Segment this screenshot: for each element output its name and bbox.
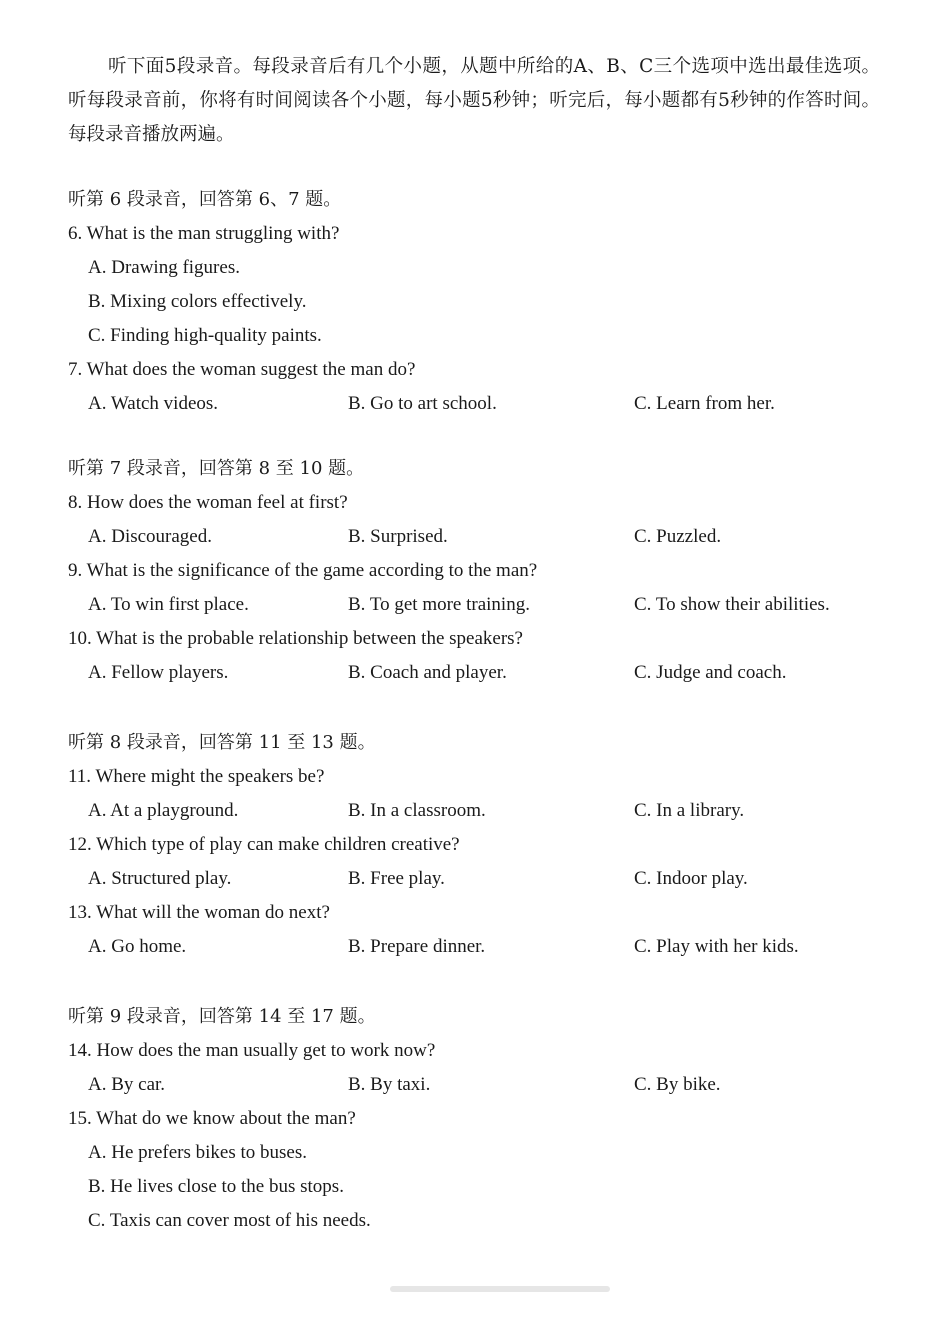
- section-6: [68, 183, 898, 421]
- option-14b: B. By taxi.: [348, 1074, 431, 1095]
- option-11a: A. At a playground.: [88, 800, 239, 821]
- option-6a: A. Drawing figures.: [88, 257, 240, 278]
- question-10: 10. What is the probable relationship between the speakers?: [68, 628, 523, 649]
- question-7: 7. What does the woman suggest the man do?: [68, 359, 416, 380]
- option-10c: C. Judge and coach.: [634, 662, 787, 683]
- option-7c: C. Learn from her.: [634, 393, 775, 414]
- question-15: 15. What do we know about the man?: [68, 1108, 356, 1129]
- options-7: [68, 387, 898, 421]
- option-10a: A. Fellow players.: [88, 662, 229, 683]
- options-8: [68, 520, 898, 554]
- option-12a: A. Structured play.: [88, 868, 232, 889]
- option-7a: A. Watch videos.: [88, 393, 219, 414]
- option-15c: C. Taxis can cover most of his needs.: [88, 1210, 371, 1231]
- question-6: 6. What is the man struggling with?: [68, 223, 340, 244]
- option-6b: B. Mixing colors effectively.: [88, 291, 307, 312]
- section-heading: 听第 8 段录音，回答第 11 至 13 题。: [68, 732, 376, 753]
- option-13b: B. Prepare dinner.: [348, 936, 486, 957]
- options-9: [68, 588, 898, 622]
- options-11: [68, 794, 898, 828]
- option-6c: C. Finding high-quality paints.: [88, 325, 322, 346]
- question-14: 14. How does the man usually get to work now?: [68, 1040, 436, 1061]
- option-9c: C. To show their abilities.: [634, 594, 830, 615]
- question-12: 12. Which type of play can make children creative?: [68, 834, 460, 855]
- options-14: [68, 1068, 898, 1102]
- question-13: 13. What will the woman do next?: [68, 902, 330, 923]
- option-12c: C. Indoor play.: [634, 868, 748, 889]
- option-7b: B. Go to art school.: [348, 393, 497, 414]
- option-13a: A. Go home.: [88, 936, 187, 957]
- page-footer-smudge: [390, 1286, 610, 1292]
- section-8: [68, 726, 898, 964]
- option-9b: B. To get more training.: [348, 594, 530, 615]
- option-10b: B. Coach and player.: [348, 662, 507, 683]
- question-9: 9. What is the significance of the game according to the man?: [68, 560, 538, 581]
- options-12: [68, 862, 898, 896]
- option-12b: B. Free play.: [348, 868, 445, 889]
- listening-instructions: 听下面5段录音。每段录音后有几个小题，从题中所给的A、B、C三个选项中选出最佳选项。听每段录音前，你将有时间阅读各个小题，每小题5秒钟；听完后，每小题都有5秒钟的作答时间。每段录音播放两遍。: [68, 56, 880, 145]
- section-heading: 听第 7 段录音，回答第 8 至 10 题。: [68, 458, 365, 479]
- option-11c: C. In a library.: [634, 800, 745, 821]
- section-heading: 听第 6 段录音，回答第 6、7 题。: [68, 189, 342, 210]
- option-13c: C. Play with her kids.: [634, 936, 799, 957]
- option-8a: A. Discouraged.: [88, 526, 212, 547]
- option-15b: B. He lives close to the bus stops.: [88, 1176, 344, 1197]
- section-9: [68, 1000, 898, 1238]
- section-7: [68, 452, 898, 690]
- option-14c: C. By bike.: [634, 1074, 721, 1095]
- option-9a: A. To win first place.: [88, 594, 249, 615]
- option-15a: A. He prefers bikes to buses.: [88, 1142, 307, 1163]
- question-8: 8. How does the woman feel at first?: [68, 492, 348, 513]
- question-11: 11. Where might the speakers be?: [68, 766, 325, 787]
- option-11b: B. In a classroom.: [348, 800, 486, 821]
- option-14a: A. By car.: [88, 1074, 166, 1095]
- options-10: [68, 656, 898, 690]
- option-8b: B. Surprised.: [348, 526, 448, 547]
- options-13: [68, 930, 898, 964]
- option-8c: C. Puzzled.: [634, 526, 722, 547]
- section-heading: 听第 9 段录音，回答第 14 至 17 题。: [68, 1006, 376, 1027]
